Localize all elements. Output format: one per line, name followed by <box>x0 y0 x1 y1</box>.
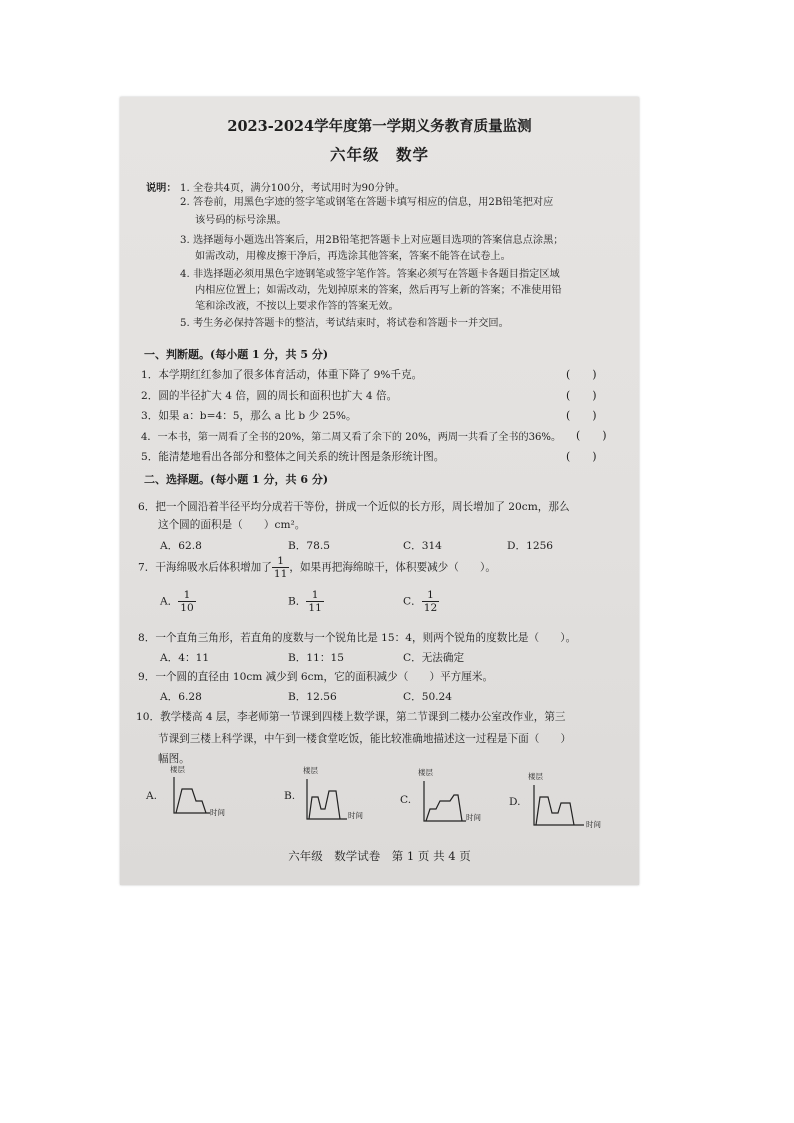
q6-option-b[interactable]: B．78.5 <box>288 540 330 552</box>
question-6-line1: 6．把一个圆沿着半径平均分成若干等份，拼成一个近似的长方形，周长增加了 20cm，那么 <box>138 501 570 513</box>
question-9: 9．一个圆的直径由 10cm 减少到 6cm，它的面积减少（ ）平方厘米。 <box>138 671 494 683</box>
graph-a-label: A. <box>146 790 158 802</box>
graph-b-x-axis-label: 时间 <box>348 811 363 820</box>
section-heading-true-false: 一、判断题。(每小题 1 分，共 5 分) <box>144 348 329 361</box>
instruction-line: 该号码的标号涂黑。 <box>195 215 287 226</box>
q8-option-b[interactable]: B．11：15 <box>288 652 344 664</box>
q8-option-c[interactable]: C．无法确定 <box>403 652 465 664</box>
answer-paren-2[interactable]: ( ) <box>566 389 597 402</box>
graph-c-label: C. <box>400 794 412 806</box>
instruction-line: 1. 全卷共4页，满分100分，考试用时为90分钟。 <box>180 183 406 194</box>
graph-b-label: B. <box>284 790 296 802</box>
q7-text-before: 7．干海绵吸水后体积增加了 <box>138 561 272 574</box>
answer-paren-5[interactable]: ( ) <box>566 450 597 463</box>
q7-option-a[interactable]: A． $\frac{1}{10}$ <box>160 589 194 614</box>
instruction-line: 5. 考生务必保持答题卡的整洁，考试结束时，将试卷和答题卡一并交回。 <box>180 318 509 329</box>
question-6-line2: 这个圆的面积是（ ）cm²。 <box>158 519 306 531</box>
instruction-line: 4. 非选择题必须用黑色字迹钢笔或签字笔作答。答案必须写在答题卡各题目指定区域 <box>180 269 560 280</box>
question-10-line3: 幅图。 <box>158 753 190 765</box>
graph-b-plot <box>303 777 348 821</box>
answer-paren-1[interactable]: ( ) <box>566 368 597 381</box>
graph-b-y-axis-label: 楼层 <box>303 766 318 775</box>
graph-d-label: D. <box>509 796 521 808</box>
q7-text-after: ，如果再把海绵晾干，体积要减少（ ）。 <box>289 561 496 574</box>
question-3: 3．如果 a：b=4：5，那么 a 比 b 少 25%。 <box>141 410 357 422</box>
graph-d-plot <box>530 783 586 827</box>
question-8: 8．一个直角三角形，若直角的度数与一个锐角比是 15：4，则两个锐角的度数比是（ ）。 <box>138 632 577 644</box>
section-heading-choice: 二、选择题。(每小题 1 分，共 6 分) <box>144 473 329 486</box>
question-4: 4．一本书，第一周看了全书的20%，第二周又看了余下的 20%，两周一共看了全书的36%。 <box>141 432 562 443</box>
graph-c-plot <box>420 779 468 823</box>
graph-c-x-axis-label: 时间 <box>466 813 481 822</box>
exam-subtitle: 六年级 数学 <box>329 145 429 164</box>
graph-a-plot <box>170 775 212 815</box>
question-2: 2．圆的半径扩大 4 倍，圆的周长和面积也扩大 4 倍。 <box>141 390 398 402</box>
question-5: 5．能清楚地看出各部分和整体之间关系的统计图是条形统计图。 <box>141 451 445 463</box>
question-1: 1．本学期红红参加了很多体育活动，体重下降了 9%千克。 <box>141 369 423 381</box>
q7-fraction: $\frac{1}{11}$ <box>273 555 288 580</box>
graph-d-x-axis-label: 时间 <box>586 820 601 829</box>
q8-option-a[interactable]: A．4：11 <box>160 652 210 664</box>
instruction-line: 3. 选择题每小题选出答案后，用2B铅笔把答题卡上对应题目选项的答案信息点涂黑； <box>180 235 564 246</box>
graph-a-x-axis-label: 时间 <box>210 808 225 817</box>
q6-option-c[interactable]: C．314 <box>403 540 442 552</box>
instruction-line: 2. 答卷前，用黑色字迹的签字笔或钢笔在答题卡填写相应的信息，用2B铅笔把对应 <box>180 197 554 208</box>
instruction-line: 内相应位置上；如需改动，先划掉原来的答案，然后再写上新的答案；不准使用铅 <box>195 285 562 296</box>
q9-option-a[interactable]: A．6.28 <box>160 691 202 703</box>
question-10-line2: 节课到三楼上科学课，中午到一楼食堂吃饭，能比较准确地描述这一过程是下面（ ） <box>158 733 572 745</box>
graph-d-y-axis-label: 楼层 <box>528 772 543 781</box>
q7-option-b[interactable]: B． $\frac{1}{11}$ <box>288 589 322 614</box>
exam-paper-sheet <box>120 97 639 885</box>
q6-option-a[interactable]: A．62.8 <box>160 540 202 552</box>
graph-c-y-axis-label: 楼层 <box>418 768 433 777</box>
q7-option-c[interactable]: C． $\frac{1}{12}$ <box>403 589 438 614</box>
q9-option-b[interactable]: B．12.56 <box>288 691 337 703</box>
instructions-label: 说明： <box>146 182 177 194</box>
answer-paren-3[interactable]: ( ) <box>566 409 597 422</box>
instruction-line: 如需改动，用橡皮擦干净后，再选涂其他答案，答案不能答在试卷上。 <box>195 251 511 262</box>
instruction-line: 笔和涂改液，不按以上要求作答的答案无效。 <box>195 301 399 312</box>
exam-title: 2023-2024学年度第一学期义务教育质量监测 <box>227 118 532 135</box>
question-10-line1: 10．教学楼高 4 层，李老师第一节课到四楼上数学课，第二节课到二楼办公室改作业，第三 <box>136 711 566 723</box>
q6-option-d[interactable]: D．1256 <box>507 540 554 552</box>
page-footer: 六年级 数学试卷 第 1 页 共 4 页 <box>288 849 471 863</box>
question-7 <box>138 555 496 580</box>
graph-a-y-axis-label: 楼层 <box>170 765 185 774</box>
answer-paren-4[interactable]: ( ) <box>576 429 607 442</box>
q9-option-c[interactable]: C．50.24 <box>403 691 453 703</box>
